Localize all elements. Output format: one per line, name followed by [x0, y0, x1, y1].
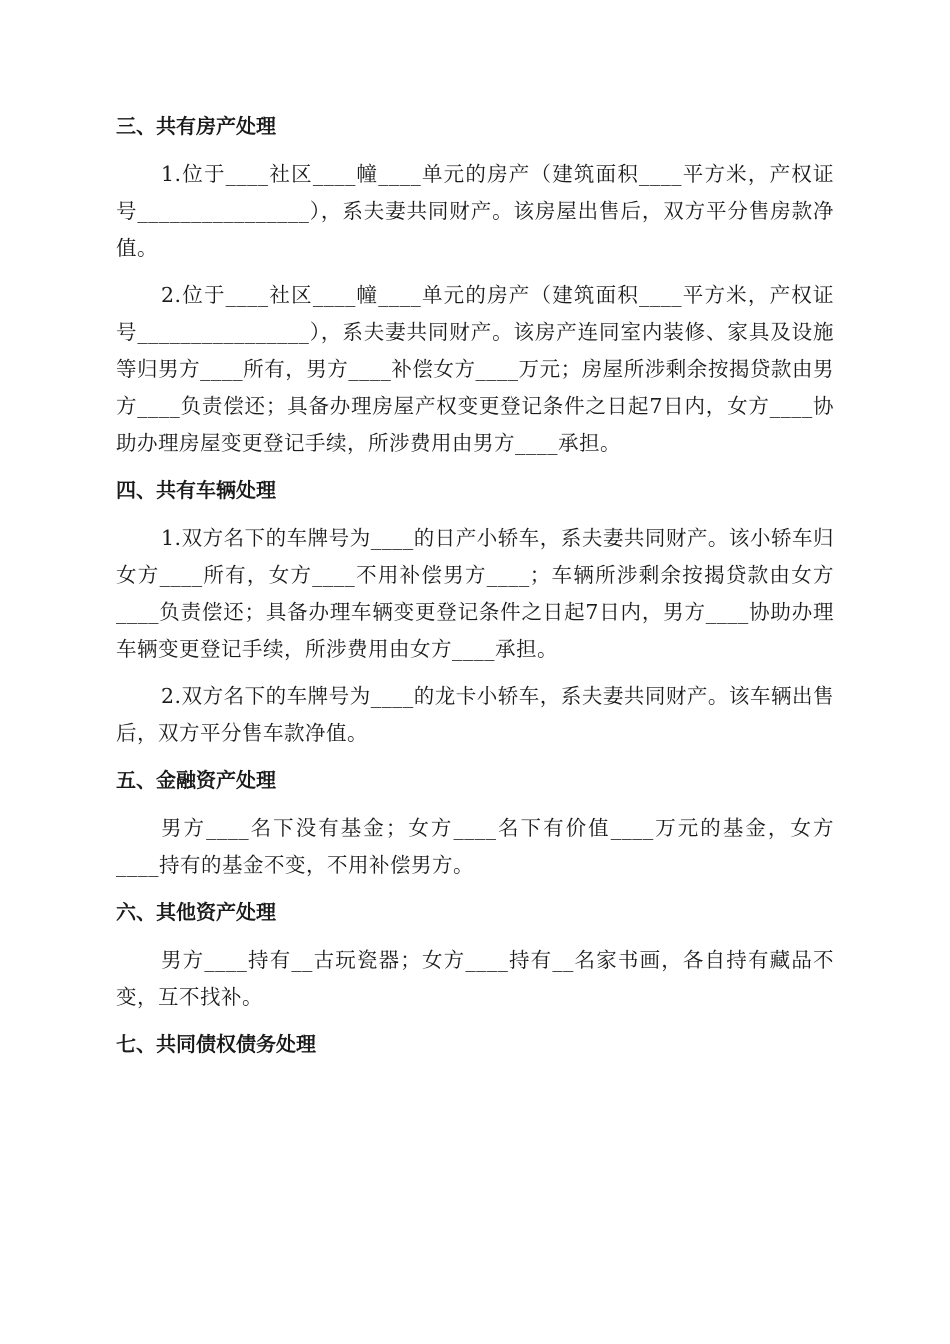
section-heading: 七、共同债权债务处理	[116, 1032, 316, 1056]
section-debts	[116, 1026, 834, 1062]
paragraph: 2.双方名下的车牌号为____的龙卡小轿车，系夫妻共同财产。该车辆出售后，双方平分售车款净值。	[116, 684, 834, 745]
paragraph: 男方____持有__古玩瓷器；女方____持有__名家书画，各自持有藏品不变，互不找补。	[116, 948, 834, 1009]
section-joint-property	[116, 108, 834, 462]
paragraph: 1.位于____社区____幢____单元的房产（建筑面积____平方米，产权证号________________），系夫妻共同财产。该房屋出售后，双方平分售房款净值。	[116, 162, 834, 260]
section-heading: 四、共有车辆处理	[116, 478, 276, 502]
section-financial-assets	[116, 762, 834, 884]
section-heading: 三、共有房产处理	[116, 114, 276, 138]
document-page	[116, 108, 834, 1074]
section-heading: 五、金融资产处理	[116, 768, 276, 792]
section-joint-vehicles	[116, 472, 834, 752]
paragraph: 1.双方名下的车牌号为____的日产小轿车，系夫妻共同财产。该小轿车归女方____所有，女方____不用补偿男方____；车辆所涉剩余按揭贷款由女方____负责偿还；具备办理车辆变更登记条件之日起7日内，男方____协助办理车辆变更登记手续，所涉费用由女方____承担。	[116, 526, 834, 661]
section-heading: 六、其他资产处理	[116, 900, 276, 924]
paragraph: 2.位于____社区____幢____单元的房产（建筑面积____平方米，产权证号________________），系夫妻共同财产。该房产连同室内装修、家具及设施等归男方____所有，男方____补偿女方____万元；房屋所涉剩余按揭贷款由男方____负责偿还；具备办理房屋产权变更登记条件之日起7日内，女方____协助办理房屋变更登记手续，所涉费用由男方____承担。	[116, 283, 834, 455]
paragraph: 男方____名下没有基金；女方____名下有价值____万元的基金，女方____持有的基金不变，不用补偿男方。	[116, 816, 834, 877]
section-other-assets	[116, 894, 834, 1016]
